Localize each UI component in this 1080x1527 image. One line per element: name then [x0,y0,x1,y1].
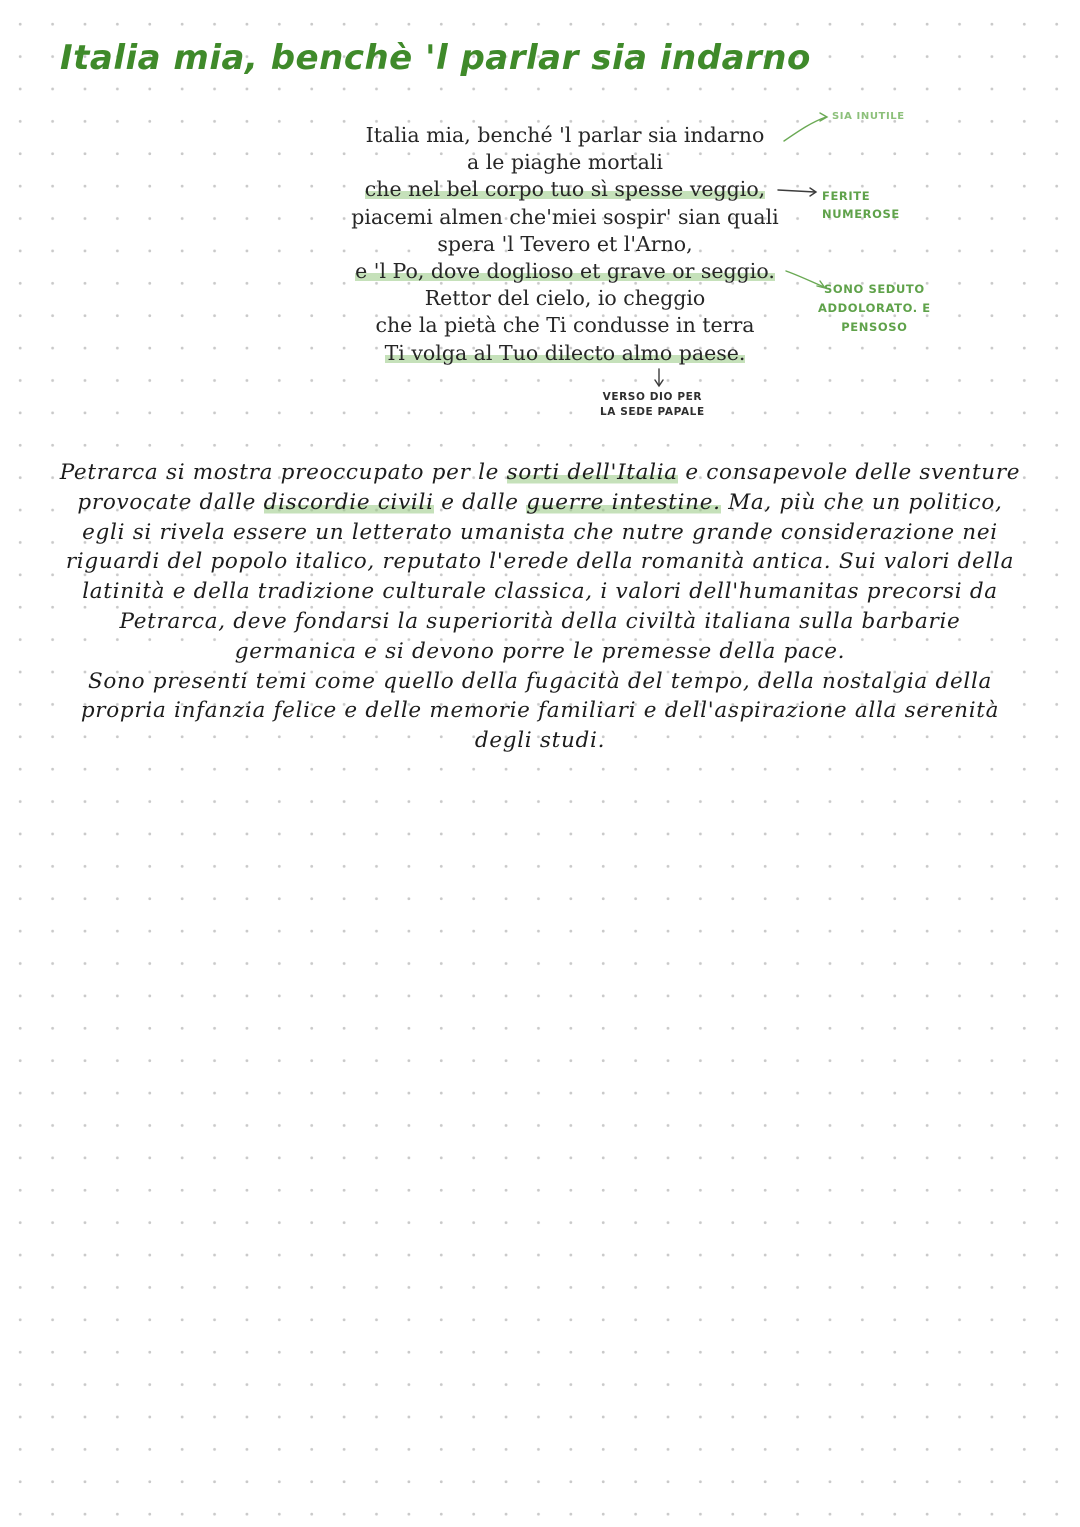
poem-line-4: piacemi almen che'miei sospir' sian quali [351,204,779,229]
margin-note-line: NUMEROSE [822,206,900,221]
margin-note-line: VERSO DIO PER [602,391,703,403]
poem-line-1: Italia mia, benché 'l parlar sia indarno [365,123,765,147]
margin-note-line: SONO SEDUTO [824,282,925,296]
prose-body [55,458,1025,756]
page-title: Italia mia, benchè 'l parlar sia indarno [60,38,811,78]
arrow-ferite [778,190,815,192]
margin-note-line: PENSOSO [841,319,908,334]
poem-line-6-highlight: e 'l Po, dove doglioso et grave or seggio. [355,259,775,284]
arrow-sono-seduto [786,271,824,287]
poem-line-8: che la pietà che Ti condusse in terra [375,313,755,338]
prose-text: Ma, più che un politico, egli si rivela essere un letterato umanista che nutre grande considerazione nei riguardi del popolo italico, reputato l'erede della romanità antica. Sui valori della latinità e della tradizione culturale classica, i valori dell'humanitas precorsi da Petrarca, deve fondarsi la superiorità della civiltà italiana sulla barbarie germanica e si devono porre le premesse della pace. [65,489,1015,664]
prose-text: Petrarca si mostra preoccupato per le [59,460,507,485]
highlight-sorti: sorti dell'Italia [506,460,678,485]
poem-line-7: Rettor del cielo, io cheggio [424,286,706,311]
highlight-discordie: discordie civili [263,489,434,515]
prose-text: e consapevole delle sventure provocate dalle [77,460,1021,515]
prose-paragraph-2: Sono presenti temi come quello della fugacità del tempo, della nostalgia della propria infanzia felice e delle memorie familiari e dell'aspirazione alla serenità degli studi. [80,668,1000,754]
poem-line-3-highlight: che nel bel corpo tuo sì spesse veggio, [364,177,766,202]
poem-line-2: a le piaghe mortali [467,150,663,175]
margin-note-line: ADDOLORATO. E [818,300,931,315]
poem-line-9-highlight: Ti volga al Tuo dilecto almo paese. [384,340,746,365]
arrow-sia-inutile-head [820,113,827,121]
margin-note-line: LA SEDE PAPALE [600,406,705,419]
poem-line-5: spera 'l Tevero et l'Arno, [437,231,693,256]
highlight-guerre: guerre intestine. [526,489,721,515]
margin-note-line: FERITE [822,189,871,203]
prose-text: e dalle [433,489,527,515]
margin-note-line: SIA INUTILE [832,111,905,122]
